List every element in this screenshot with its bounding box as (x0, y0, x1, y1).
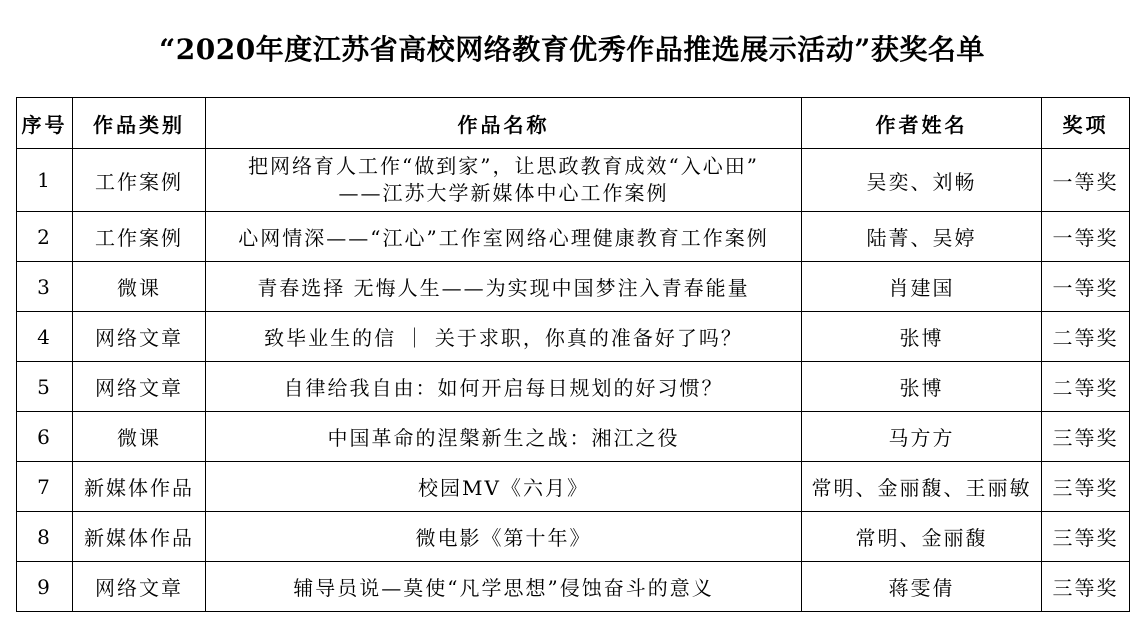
table-row (17, 362, 1130, 412)
work-name-line-2: ——江苏大学新媒体中心工作案例 (338, 181, 669, 205)
cell-work-name: 微电影《第十年》 (206, 512, 802, 562)
cell-serial: 3 (17, 262, 73, 312)
cell-authors: 陆菁、吴婷 (802, 212, 1042, 262)
awards-table (16, 97, 1130, 612)
header-authors: 作者姓名 (802, 98, 1042, 149)
cell-category: 工作案例 (73, 212, 206, 262)
cell-work-name: 心网情深——“江心”工作室网络心理健康教育工作案例 (206, 212, 802, 262)
cell-work-name: 致毕业生的信 ｜ 关于求职，你真的准备好了吗？ (206, 312, 802, 362)
cell-award: 二等奖 (1042, 312, 1130, 362)
cell-work-name (206, 149, 802, 212)
table-row (17, 512, 1130, 562)
cell-serial: 6 (17, 412, 73, 462)
table-row (17, 412, 1130, 462)
cell-authors: 常明、金丽馥、王丽敏 (802, 462, 1042, 512)
cell-category: 新媒体作品 (73, 512, 206, 562)
cell-award: 三等奖 (1042, 412, 1130, 462)
cell-category: 网络文章 (73, 312, 206, 362)
table-row (17, 149, 1130, 212)
cell-work-name: 自律给我自由：如何开启每日规划的好习惯？ (206, 362, 802, 412)
cell-authors: 张博 (802, 362, 1042, 412)
cell-award: 一等奖 (1042, 262, 1130, 312)
header-serial: 序号 (17, 98, 73, 149)
cell-serial: 2 (17, 212, 73, 262)
cell-award: 二等奖 (1042, 362, 1130, 412)
header-category: 作品类别 (73, 98, 206, 149)
cell-category: 新媒体作品 (73, 462, 206, 512)
table-row (17, 312, 1130, 362)
cell-serial: 5 (17, 362, 73, 412)
cell-work-name: 青春选择 无悔人生——为实现中国梦注入青春能量 (206, 262, 802, 312)
table-row (17, 462, 1130, 512)
cell-serial: 8 (17, 512, 73, 562)
cell-award: 一等奖 (1042, 149, 1130, 212)
cell-work-name: 校园MV《六月》 (206, 462, 802, 512)
cell-authors: 常明、金丽馥 (802, 512, 1042, 562)
table-row (17, 562, 1130, 612)
cell-serial: 1 (17, 149, 73, 212)
page-title: “2020年度江苏省高校网络教育优秀作品推选展示活动”获奖名单 (159, 33, 985, 66)
cell-authors: 张博 (802, 312, 1042, 362)
cell-authors: 肖建国 (802, 262, 1042, 312)
cell-authors: 马方方 (802, 412, 1042, 462)
table-header-row (17, 98, 1130, 149)
work-name-line-1: 把网络育人工作“做到家”，让思政教育成效“入心田” (248, 154, 759, 178)
table-row (17, 262, 1130, 312)
cell-award: 三等奖 (1042, 462, 1130, 512)
cell-serial: 4 (17, 312, 73, 362)
cell-authors: 吴奕、刘畅 (802, 149, 1042, 212)
cell-category: 网络文章 (73, 362, 206, 412)
cell-serial: 9 (17, 562, 73, 612)
cell-serial: 7 (17, 462, 73, 512)
cell-award: 三等奖 (1042, 512, 1130, 562)
cell-authors: 蒋雯倩 (802, 562, 1042, 612)
cell-category: 网络文章 (73, 562, 206, 612)
header-work-name: 作品名称 (206, 98, 802, 149)
cell-award: 三等奖 (1042, 562, 1130, 612)
cell-work-name: 辅导员说—莫使“凡学思想”侵蚀奋斗的意义 (206, 562, 802, 612)
cell-category: 工作案例 (73, 149, 206, 212)
cell-award: 一等奖 (1042, 212, 1130, 262)
cell-category: 微课 (73, 412, 206, 462)
cell-work-name: 中国革命的涅槃新生之战：湘江之役 (206, 412, 802, 462)
header-award: 奖项 (1042, 98, 1130, 149)
cell-category: 微课 (73, 262, 206, 312)
table-row (17, 212, 1130, 262)
